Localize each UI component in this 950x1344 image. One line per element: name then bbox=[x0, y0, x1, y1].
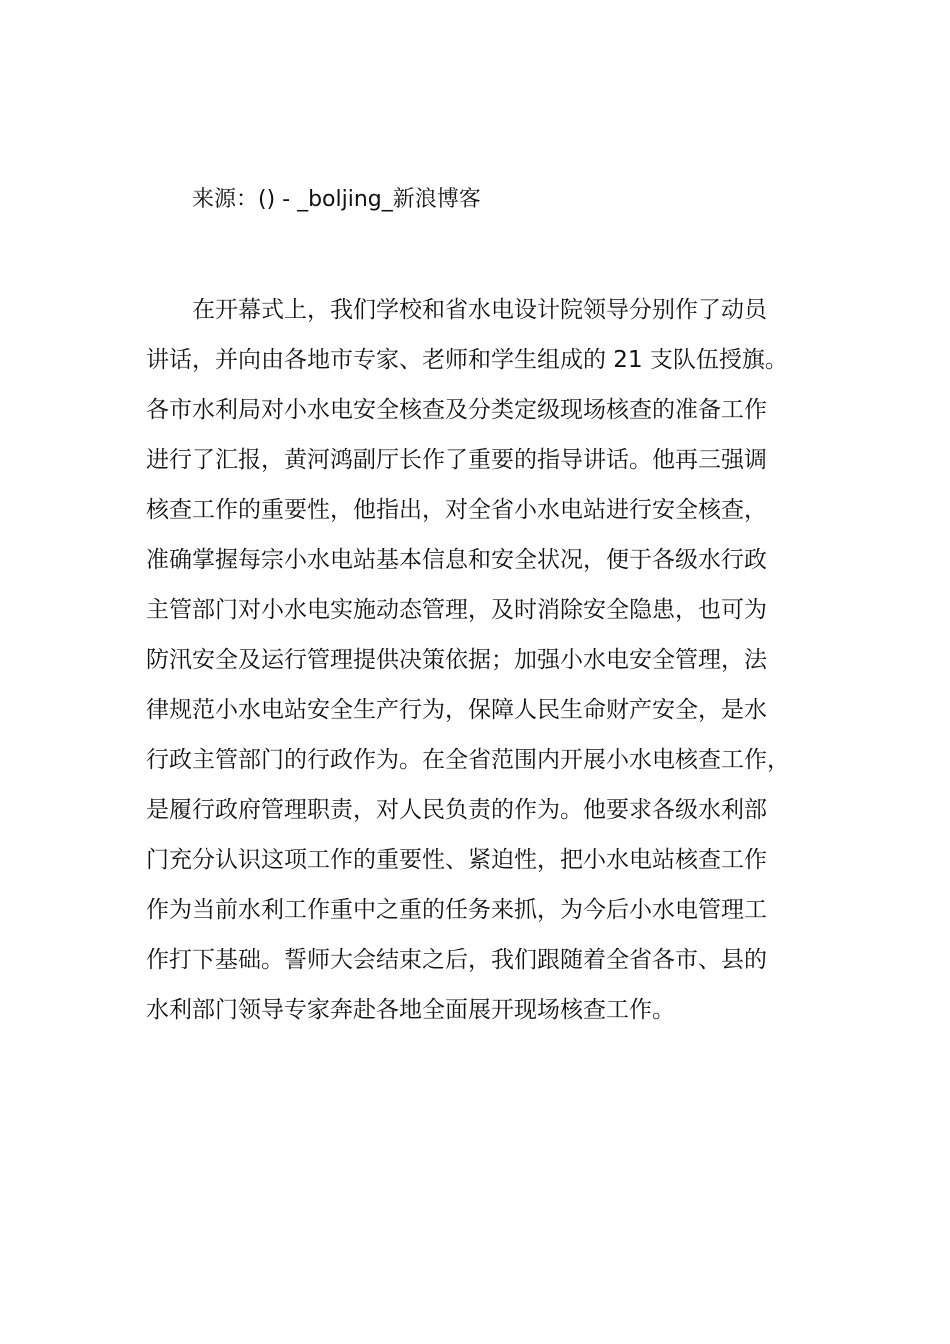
paragraph-line: 准确掌握每宗小水电站基本信息和安全状况，便于各级水行政 bbox=[146, 547, 767, 573]
paragraph-line: 进行了汇报，黄河鸿副厅长作了重要的指导讲话。他再三强调 bbox=[146, 447, 767, 473]
paragraph-line: 行政主管部门的行政作为。在全省范围内开展小水电核查工作， bbox=[146, 747, 790, 773]
paragraph-line: 各市水利局对小水电安全核查及分类定级现场核查的准备工作 bbox=[146, 397, 767, 423]
paragraph-line: 主管部门对小水电实施动态管理，及时消除安全隐患，也可为 bbox=[146, 597, 767, 623]
paragraph-line: 讲话，并向由各地市专家、老师和学生组成的 21 支队伍授旗。 bbox=[146, 347, 788, 373]
paragraph-line: 作打下基础。誓师大会结束之后，我们跟随着全省各市、县的 bbox=[146, 947, 767, 973]
source-line: 来源：() - _boljing_新浪博客 bbox=[192, 187, 481, 212]
paragraph-line: 核查工作的重要性，他指出，对全省小水电站进行安全核查， bbox=[146, 497, 767, 523]
paragraph-line: 是履行政府管理职责，对人民负责的作为。他要求各级水利部 bbox=[146, 797, 767, 823]
paragraph-line: 门充分认识这项工作的重要性、紧迫性，把小水电站核查工作 bbox=[146, 847, 767, 873]
paragraph-line: 作为当前水利工作重中之重的任务来抓，为今后小水电管理工 bbox=[146, 897, 767, 923]
paragraph-line: 水利部门领导专家奔赴各地全面展开现场核查工作。 bbox=[146, 997, 675, 1023]
body-paragraph bbox=[146, 285, 846, 1035]
paragraph-line: 律规范小水电站安全生产行为，保障人民生命财产安全，是水 bbox=[146, 697, 767, 723]
paragraph-line: 在开幕式上，我们学校和省水电设计院领导分别作了动员 bbox=[192, 297, 767, 323]
paragraph-line: 防汛安全及运行管理提供决策依据；加强小水电安全管理，法 bbox=[146, 647, 767, 673]
